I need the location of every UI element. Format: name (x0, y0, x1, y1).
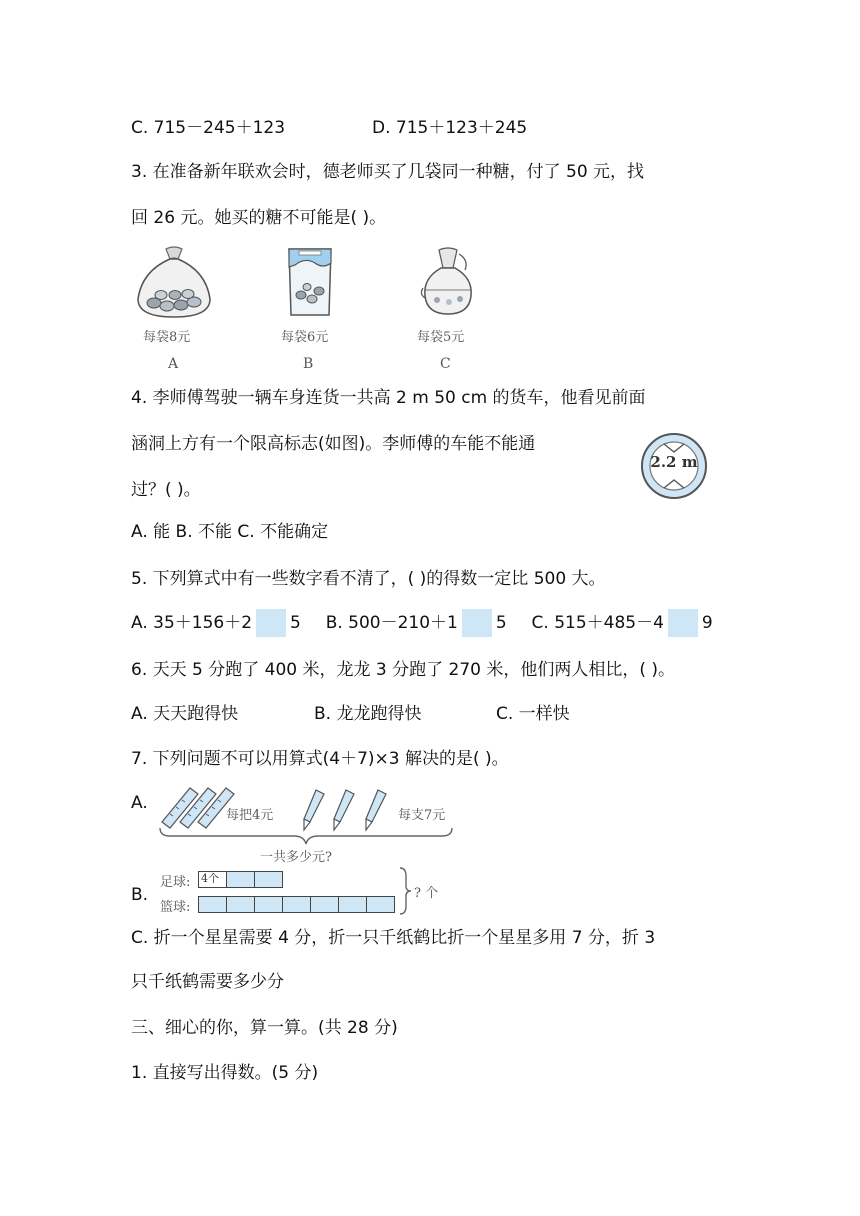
q7-b-football-label: 足球: (160, 875, 191, 890)
q4-options: A. 能 B. 不能 C. 不能确定 (131, 522, 329, 542)
q7-b-basketball-cell (282, 896, 311, 913)
candy-bag-c-image (419, 246, 477, 318)
section3-title: 三、细心的你，算一算。(共 28 分) (131, 1018, 398, 1038)
q7-b-basketball-cell (310, 896, 339, 913)
q2-option-d: D. 715＋123＋245 (372, 118, 528, 138)
q7-b-basketball-label: 篮球: (160, 900, 191, 915)
candy-a-label: A (168, 356, 179, 372)
q7-a-pen-price: 每支7元 (398, 808, 446, 823)
q7-option-c-line1: C. 折一个星星需要 4 分，折一只千纸鹤比折一个星星多用 7 分，折 3 (131, 928, 656, 948)
q3-stem-line2: 回 26 元。她买的糖不可能是( )。 (131, 208, 387, 228)
q4-stem-line1: 4. 李师傅驾驶一辆车身连货一共高 2 m 50 cm 的货车，他看见前面 (131, 388, 646, 408)
q5-option-a-suffix: 5 (290, 613, 301, 633)
q7-option-b-label: B. (131, 885, 149, 905)
q7-b-football-cell-2 (226, 871, 255, 888)
q7-b-basketball-cell (366, 896, 395, 913)
q7-option-c-line2: 只千纸鹤需要多少分 (131, 972, 284, 992)
q7-b-basketball-cell (254, 896, 283, 913)
candy-c-caption: 每袋5元 (417, 330, 465, 345)
q7-stem: 7. 下列问题不可以用算式(4＋7)×3 解决的是( )。 (131, 749, 509, 769)
q7-b-basketball-cell (226, 896, 255, 913)
candy-c-label: C (440, 356, 451, 372)
q7-a-ruler-price: 每把4元 (226, 808, 274, 823)
q2-option-c: C. 715－245＋123 (131, 118, 286, 138)
candy-a-caption: 每袋8元 (143, 330, 191, 345)
q5-option-c-suffix: 9 (701, 613, 713, 633)
candy-bag-a-image (134, 243, 214, 321)
candy-b-label: B (303, 356, 314, 372)
q5-option-b-prefix: B. 500－210＋1 (325, 613, 458, 633)
q7-b-brace (398, 866, 412, 916)
q7-a-question: 一共多少元? (260, 850, 332, 865)
q5-option-b-suffix: 5 (495, 613, 507, 633)
q6-option-c: C. 一样快 (496, 704, 570, 724)
q7-b-football-cell-3 (254, 871, 283, 888)
section3-q1: 1. 直接写出得数。(5 分) (131, 1063, 319, 1083)
q7-a-brace (158, 826, 454, 846)
q4-stem-line2: 涵洞上方有一个限高标志(如图)。李师傅的车能不能通 (131, 434, 536, 454)
q5-options (131, 609, 713, 637)
q7-b-question: ? 个 (414, 886, 439, 901)
q7-b-basketball-cell (198, 896, 227, 913)
q6-option-b: B. 龙龙跑得快 (314, 704, 422, 724)
q5-option-c-blank (668, 609, 698, 637)
q5-option-b-blank (462, 609, 492, 637)
q4-stem-line3: 过？( )。 (131, 480, 201, 500)
q5-stem: 5. 下列算式中有一些数字看不清了，( )的得数一定比 500 大。 (131, 569, 606, 589)
q5-option-a-prefix: A. 35＋156＋2 (131, 613, 253, 633)
q7-option-a-label: A. (131, 793, 148, 813)
q5-option-c-prefix: C. 515＋485－4 (531, 613, 664, 633)
q7-b-football-cell-1: 4个 (198, 871, 227, 888)
q5-option-a-blank (256, 609, 286, 637)
candy-bag-b-image (285, 245, 335, 319)
q6-stem: 6. 天天 5 分跑了 400 米，龙龙 3 分跑了 270 米，他们两人相比，( )。 (131, 660, 676, 680)
height-limit-text: 2.2 m (650, 453, 698, 471)
q3-stem-line1: 3. 在准备新年联欢会时，德老师买了几袋同一种糖，付了 50 元，找 (131, 162, 645, 182)
q6-option-a: A. 天天跑得快 (131, 704, 239, 724)
candy-b-caption: 每袋6元 (281, 330, 329, 345)
q7-b-basketball-cell (338, 896, 367, 913)
